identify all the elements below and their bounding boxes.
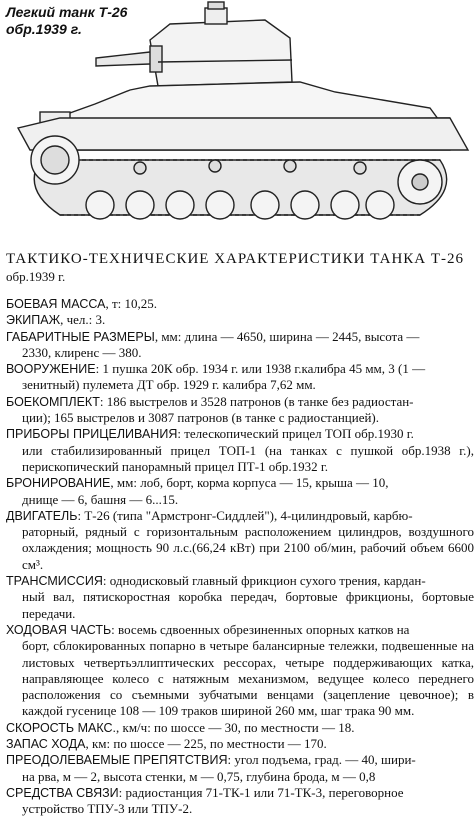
spec-label: ГАБАРИТНЫЕ РАЗМЕРЫ [6, 329, 155, 344]
spec-value: : однодисковый главный фрикцион сухого трения, кардан- [102, 573, 426, 589]
spec-value: : восемь сдвоенных обрезиненных опорных катков на [111, 621, 410, 637]
specs-list [6, 296, 474, 818]
spec-item [6, 573, 474, 622]
caption-line-1: Легкий танк Т-26 [6, 4, 128, 20]
spec-label: ТРАНСМИССИЯ [6, 574, 103, 589]
spec-label: СРЕДСТВА СВЯЗИ [6, 785, 119, 800]
spec-value: : угол подъема, град. — 40, шири- [227, 752, 416, 768]
spec-value: , мм: длина — 4650, ширина — 2445, высота — [154, 328, 420, 344]
spec-label: ПРЕОДОЛЕВАЕМЫЕ ПРЕПЯТСТВИЯ [6, 753, 228, 768]
spec-value-continued: борт, сблокированных попарно в четыре балансирные тележки, подвешенные на листовых четвертьэллиптических рессорах, четыре поддерживающих катка, направляющее колесо с натяжным механизмом, ведущее колесо переднего расположения со съемными зубчатыми венцами (зацепление цевочное); в каждой гусенице 108 — 109 траков шириной 260 мм, шаг трака 90 мм. [22, 638, 474, 719]
spec-value: , км/ч: по шоссе — 30, по местности — 18. [116, 719, 355, 735]
spec-value: : 186 выстрелов и 3528 патронов (в танке без радиостан- [99, 393, 414, 409]
spec-label: ХОДОВАЯ ЧАСТЬ [6, 622, 112, 637]
spec-label: БОЕКОМПЛЕКТ [6, 394, 100, 409]
spec-label: ЗАПАС ХОДА [6, 737, 86, 752]
spec-item [6, 312, 474, 328]
spec-label: ЭКИПАЖ [6, 313, 61, 328]
spec-label: БОЕВАЯ МАССА [6, 297, 106, 311]
figure-caption [6, 4, 127, 38]
spec-item [6, 720, 474, 736]
spec-value-continued: или стабилизированный прицел ТОП-1 (на танках с пушкой обр.1938 г.), перископический панорамный прицел ПТ-1 обр.1932 г. [22, 442, 474, 474]
spec-value: : телескопический прицел ТОП обр.1930 г. [177, 426, 414, 442]
spec-item [6, 394, 474, 427]
spec-label: ДВИГАТЕЛЬ [6, 508, 78, 523]
specs-heading-title: ТАКТИКО-ТЕХНИЧЕСКИЕ ХАРАКТЕРИСТИКИ ТАНКА Т-26 [6, 251, 465, 267]
spec-item [6, 426, 474, 475]
spec-item [6, 508, 474, 573]
spec-label: ПРИБОРЫ ПРИЦЕЛИВАНИЯ [6, 427, 178, 442]
spec-value: , мм: лоб, борт, корма корпуса — 15, крыша — 10, [110, 475, 389, 491]
spec-item [6, 296, 474, 312]
spec-value-continued: ции); 165 выстрелов и 3087 патронов (в танке с радиостанцией). [22, 410, 380, 426]
spec-value-continued: днище — 6, башня — 6...15. [22, 491, 179, 507]
spec-value: : 1 пушка 20К обр. 1934 г. или 1938 г.калибра 45 мм, 3 (1 — [95, 361, 426, 377]
spec-label: ВООРУЖЕНИЕ [6, 362, 96, 377]
spec-item [6, 361, 474, 394]
caption-line-2: обр.1939 г. [6, 21, 82, 37]
spec-item [6, 475, 474, 508]
specs-heading [6, 251, 474, 285]
spec-item [6, 785, 474, 818]
spec-value-continued: устройство ТПУ-3 или ТПУ-2. [22, 801, 193, 817]
spec-label: СКОРОСТЬ МАКС. [6, 720, 116, 735]
spec-value-continued: на рва, м — 2, высота стенки, м — 0,75, глубина брода, м — 0,8 [22, 768, 376, 784]
spec-item [6, 736, 474, 752]
spec-item [6, 752, 474, 785]
spec-value-continued: ный вал, пятискоростная коробка передач, бортовые фрикционы, бортовые передачи. [22, 589, 474, 621]
specs-heading-subtitle: обр.1939 г. [6, 269, 66, 284]
spec-item [6, 622, 474, 720]
spec-value: : Т-26 (типа "Армстронг-Сиддлей"), 4-цилиндровый, карбю- [77, 507, 413, 523]
spec-value: , т: 10,25. [105, 296, 158, 311]
spec-value: , км: по шоссе — 225, по местности — 170. [85, 736, 327, 752]
spec-value-continued: раторный, рядный с горизонтальным расположением цилиндров, воздушного охлаждения; мощность 90 л.с.(66,24 кВт) при 2100 об/мин, рабочий объем 6600 см³. [22, 524, 474, 572]
spec-label: БРОНИРОВАНИЕ [6, 476, 111, 491]
spec-value: , чел.: 3. [60, 312, 106, 328]
spec-value-continued: зенитный) пулемета ДТ обр. 1929 г. калибра 7,62 мм. [22, 377, 316, 393]
spec-value-continued: 2330, клиренс — 380. [22, 344, 142, 360]
spec-item [6, 329, 474, 362]
spec-value: : радиостанция 71-ТК-1 или 71-ТК-3, переговорное [118, 784, 404, 800]
